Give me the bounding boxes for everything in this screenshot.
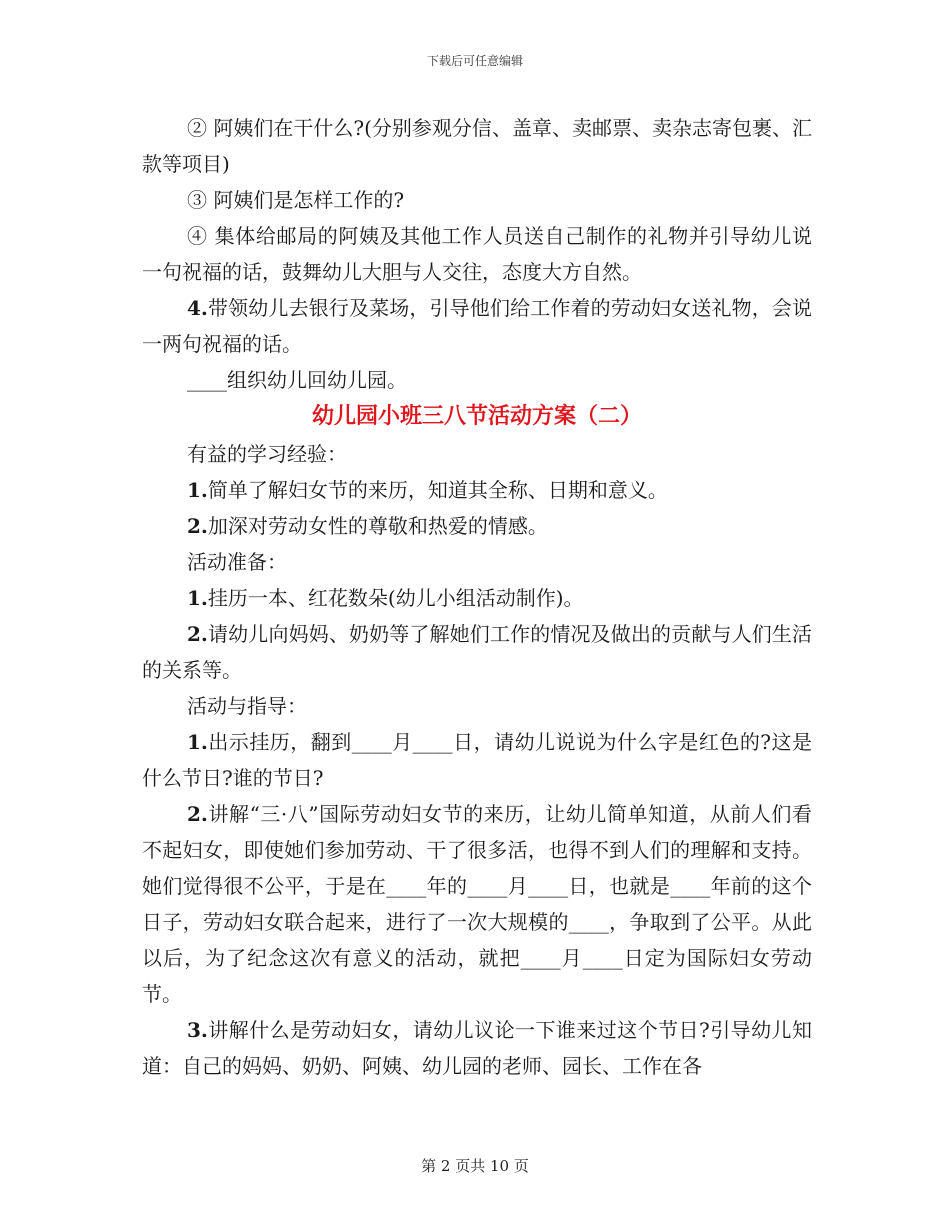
item-number: 1. — [187, 730, 208, 754]
item-text: 出示挂历，翻到____月____日，请幼儿说说为什么字是红色的?这是什么节日?谁的节日? — [142, 730, 812, 790]
page-header: 下载后可任意编辑 — [426, 54, 523, 68]
item-number: 4. — [187, 296, 208, 320]
item-number: 3. — [187, 1018, 208, 1042]
preparation-item-1 — [142, 580, 812, 616]
item-number: 2. — [187, 514, 208, 538]
item-number: 1. — [187, 586, 208, 610]
paragraph-numbered-4 — [142, 290, 812, 362]
learning-item-2 — [142, 508, 812, 544]
learning-item-1 — [142, 472, 812, 508]
paragraph-item-2: ② 阿姨们在干什么?(分别参观分信、盖章、卖邮票、卖杂志寄包裹、汇款等项目) — [142, 116, 812, 176]
paragraph-item-4-circle: ④ 集体给邮局的阿姨及其他工作人员送自己制作的礼物并引导幼儿说一句祝福的话，鼓舞幼儿大胆与人交往，态度大方自然。 — [142, 224, 812, 284]
document-body — [142, 110, 812, 1084]
paragraph-return: ____组织幼儿回幼儿园。 — [187, 368, 407, 392]
heading-preparation: 活动准备： — [187, 550, 287, 574]
guidance-item-2 — [142, 796, 812, 1012]
item-number: 2. — [187, 802, 208, 826]
page-footer: 第 2 页共 10 页 — [421, 1157, 529, 1175]
guidance-item-1 — [142, 724, 812, 796]
heading-guidance: 活动与指导： — [187, 694, 307, 718]
section-title: 幼儿园小班三八节活动方案（二） — [311, 404, 642, 429]
item-text: 讲解“三·八”国际劳动妇女节的来历，让幼儿简单知道，从前人们看不起妇女，即使她们参加劳动、干了很多活，也得不到人们的理解和支持。她们觉得很不公平，于是在____年的____月____日，也就是____年前的这个日子，劳动妇女联合起来，进行了一次大规模的____，争取到了公平。从此以后，为了纪念这次有意义的活动，就把____月____日定为国际妇女劳动节。 — [142, 802, 812, 1006]
item-text: 简单了解妇女节的来历，知道其全称、日期和意义。 — [207, 478, 668, 502]
paragraph-item-3: ③ 阿姨们是怎样工作的? — [187, 188, 405, 212]
item-text: 挂历一本、红花数朵(幼儿小组活动制作)。 — [207, 586, 584, 610]
item-text: 请幼儿向妈妈、奶奶等了解她们工作的情况及做出的贡献与人们生活的关系等。 — [142, 622, 812, 682]
item-number: 2. — [187, 622, 208, 646]
guidance-item-3 — [142, 1012, 812, 1084]
item-text: 带领幼儿去银行及菜场，引导他们给工作着的劳动妇女送礼物，会说一两句祝福的话。 — [142, 296, 812, 356]
item-text: 讲解什么是劳动妇女，请幼儿议论一下谁来过这个节日?引导幼儿知道：自己的妈妈、奶奶、阿姨、幼儿园的老师、园长、工作在各 — [142, 1018, 812, 1078]
heading-learning: 有益的学习经验： — [187, 442, 347, 466]
preparation-item-2 — [142, 616, 812, 688]
item-text: 加深对劳动女性的尊敬和热爱的情感。 — [207, 514, 548, 538]
item-number: 1. — [187, 478, 208, 502]
